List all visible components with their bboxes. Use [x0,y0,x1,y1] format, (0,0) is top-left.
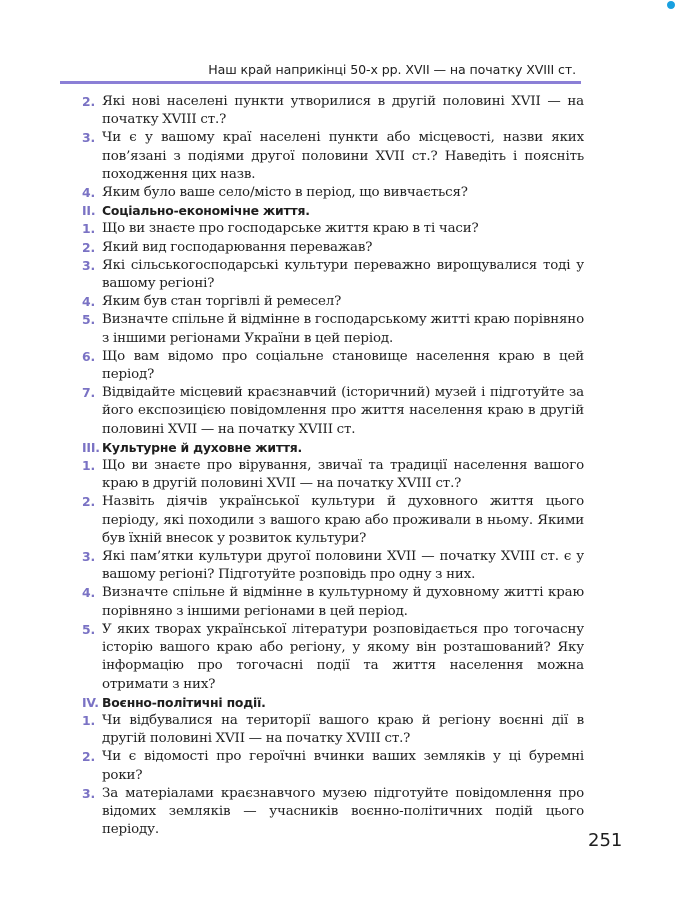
list-item [82,621,584,694]
item-number: 5. [82,312,96,328]
list-item [82,293,584,311]
item-number: 5. [82,621,96,637]
item-number: 1. [82,221,96,237]
list-item [82,548,584,584]
section-heading-socio-economic [82,202,584,220]
running-header: Наш край наприкінці 50-х рр. XVII — на початку XVIII ст. [208,62,576,77]
item-text: Що ви знаєте про господарське життя краю в ті часи? [102,221,479,237]
list-item [82,184,584,202]
item-text: Назвіть діячів української культури й духовного життя цього періоду, які походили з вашого краю або проживали в ньому. Якими був їхній внесок у розвиток культури? [102,494,584,546]
item-number: 2. [82,94,96,109]
list-item [82,584,584,620]
item-number: 6. [82,348,96,364]
item-number: 2. [82,494,96,510]
item-text: У яких творах української літератури розповідається про тогочасну історію вашого краю або регіону, у якому він розташований? Яку інформацію про тогочасні події та життя населення можна отримати з них? [102,621,584,692]
item-text: Визначте спільне й відмінне в культурному й духовному житті краю порівняно з іншими регіонами в цей період. [102,585,584,619]
item-number: 4. [82,185,96,201]
header-divider [60,81,581,84]
list-item [82,311,584,347]
item-number: 4. [82,294,96,310]
item-number: 3. [82,130,96,146]
item-number: 1. [82,712,96,728]
list-item [82,785,584,840]
section-title: Культурне й духовне життя. [102,439,303,455]
item-text: Визначте спільне й відмінне в господарському житті краю порівняно з іншими регіонами України в цей період. [102,312,584,346]
list-item [82,239,584,257]
section-heading-cultural [82,439,584,457]
page-content [82,93,584,839]
item-number: 3. [82,549,96,565]
list-item [82,257,584,293]
item-number: 7. [82,385,96,401]
item-number: 3. [82,785,96,801]
list-item [82,748,584,784]
item-text: Відвідайте місцевий краєзнавчий (історичний) музей і підготуйте за його експозицією повідомлення про життя населення краю в другій половині XVII — на початку XVIII ст. [102,385,584,437]
list-item [82,348,584,384]
list-item [82,384,584,439]
item-text: Що вам відомо про соціальне становище населення краю в цей період? [102,348,584,383]
section-title: Соціально-економічне життя. [102,203,310,219]
section-number: II. [82,203,96,219]
item-text: Які нові населені пункти утворилися в другій половині XVII — на початку XVIII ст.? [102,94,584,128]
item-number: 3. [82,257,96,273]
item-text: Чи є у вашому краї населені пункти або місцевості, назви яких пов’язані з подіями другої половини XVII ст.? Наведіть і поясніть походження цих назв. [102,130,584,182]
list-item [82,712,584,748]
item-text: Які сільськогосподарські культури переважно вирощувалися тоді у вашому регіоні? [102,257,584,292]
publisher-logo [667,1,691,10]
item-text: Які пам’ятки культури другої половини XVII — початку XVIII ст. є у вашому регіоні? Підготуйте розповідь про одну з них. [102,549,584,583]
section-title: Воєнно-політичні події. [102,694,266,710]
item-number: 2. [82,239,96,255]
list-item [82,493,584,548]
list-item [82,129,584,184]
section-heading-military-political [82,694,584,712]
list-item [82,457,584,493]
item-number: 2. [82,749,96,765]
list-item [82,93,584,129]
item-text: Чи відбувалися на території вашого краю й регіону воєнні дії в другій половині XVII — на початку XVIII ст.? [102,712,584,747]
item-number: 1. [82,458,96,474]
page-number: 251 [588,830,623,851]
item-text: Що ви знаєте про вірування, звичаї та традиції населення вашого краю в другій половині XVII — на початку XVIII ст.? [102,458,584,492]
list-item [82,220,584,238]
section-number: III. [82,439,100,455]
item-text: За матеріалами краєзнавчого музею підготуйте повідомлення про відомих земляків — учасників воєнно-політичних подій цього періоду. [102,785,584,838]
section-number: IV. [82,694,99,710]
logo-icon [667,1,675,9]
item-text: Чи є відомості про героїчні вчинки ваших земляків у ці буремні роки? [102,749,584,783]
item-text: Яким був стан торгівлі й ремесел? [102,294,342,310]
item-text: Яким було ваше село/місто в період, що вивчається? [102,185,468,201]
item-text: Який вид господарювання переважав? [102,239,373,255]
item-number: 4. [82,585,96,601]
